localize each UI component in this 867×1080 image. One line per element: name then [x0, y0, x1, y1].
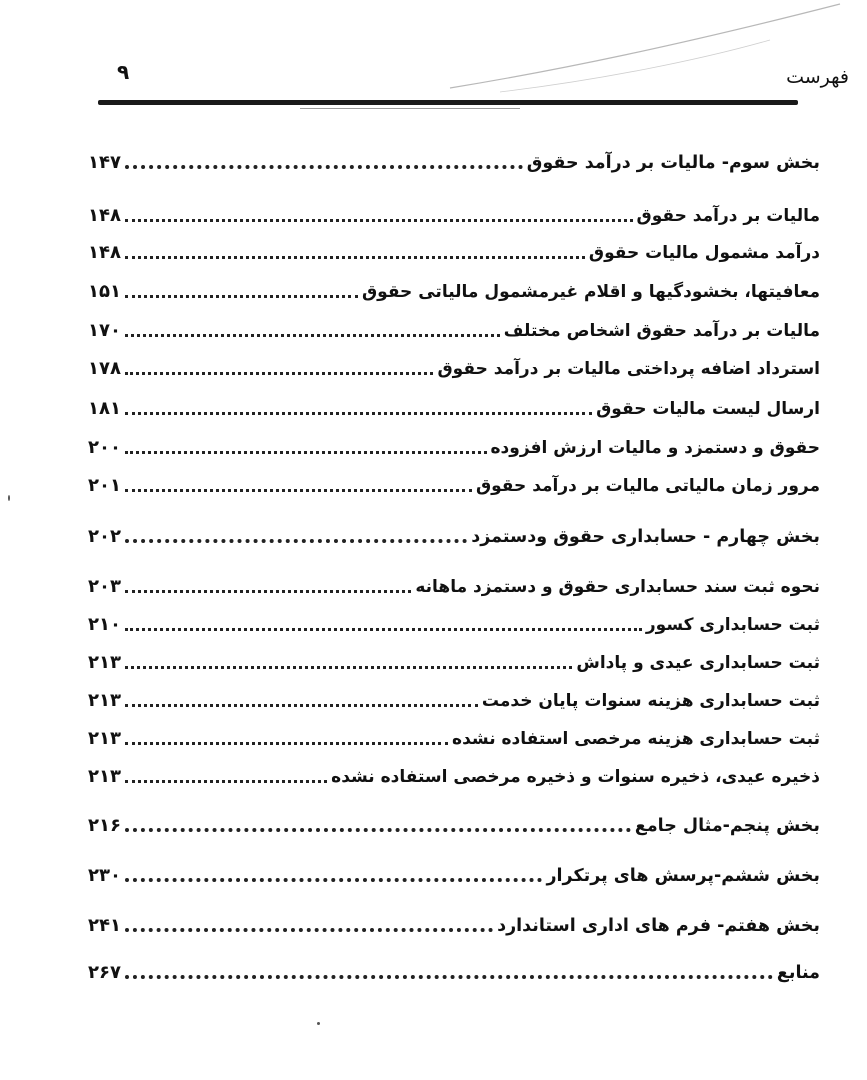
toc-entry[interactable] — [88, 235, 820, 265]
toc-leader-dots — [125, 165, 523, 169]
header-rule — [98, 100, 798, 105]
toc-entry-title: بخش سوم- مالیات بر درآمد حقوق — [526, 153, 820, 173]
toc-entry-title: استرداد اضافه پرداختی مالیات بر درآمد حقوق — [437, 359, 820, 379]
toc-entry[interactable] — [88, 858, 820, 888]
toc-entry-title: منابع — [776, 963, 820, 983]
toc-entry-title: بخش ششم-پرسش های پرتکرار — [546, 866, 820, 886]
toc-entry-title: مرور زمان مالیاتی مالیات بر درآمد حقوق — [475, 476, 820, 496]
toc-leader-dots — [125, 828, 631, 832]
toc-leader-dots — [125, 451, 487, 454]
toc-entry[interactable] — [88, 198, 820, 228]
toc-entry[interactable] — [88, 808, 820, 838]
toc-page-number: ۲۰۲ — [88, 526, 121, 547]
toc-page-number: ۲۱۳ — [88, 690, 121, 711]
toc-page-number: ۲۱۶ — [88, 815, 121, 836]
toc-page-number: ۲۰۱ — [88, 475, 121, 496]
toc-leader-dots — [125, 975, 773, 979]
toc-leader-dots — [125, 666, 572, 669]
toc-entry[interactable] — [88, 145, 820, 175]
toc-page-number: ۲۱۳ — [88, 766, 121, 787]
toc-leader-dots — [125, 256, 585, 259]
toc-leader-dots — [125, 704, 478, 707]
toc-entry[interactable] — [88, 391, 820, 421]
toc-leader-dots — [125, 878, 543, 882]
toc-entry-title: بخش هفتم- فرم های اداری استاندارد — [497, 916, 820, 936]
toc-page-number: ۲۳۰ — [88, 865, 121, 886]
toc-entry-title: ثبت حسابداری کسور — [645, 615, 820, 635]
toc-page-number: ۲۶۷ — [88, 962, 121, 983]
toc-entry[interactable] — [88, 468, 820, 498]
toc-entry[interactable] — [88, 645, 820, 675]
toc-leader-dots — [125, 489, 472, 492]
toc-entry-title: حقوق و دستمزد و مالیات ارزش افزوده — [490, 438, 820, 458]
toc-entry[interactable] — [88, 721, 820, 751]
toc-leader-dots — [125, 628, 642, 631]
header-title: فهرست — [786, 66, 849, 88]
toc-entry-title: ثبت حسابداری هزینه مرخصی استفاده نشده — [452, 729, 820, 749]
toc-leader-dots — [125, 539, 467, 543]
toc-page-number: ۱۷۰ — [88, 320, 121, 341]
toc-entry[interactable] — [88, 607, 820, 637]
toc-entry[interactable] — [88, 430, 820, 460]
toc-entry-title: نحوه ثبت سند حسابداری حقوق و دستمزد ماهانه — [415, 577, 820, 597]
toc-leader-dots — [125, 928, 493, 932]
toc-entry[interactable] — [88, 313, 820, 343]
toc-page-number: ۱۵۱ — [88, 281, 121, 302]
toc-entry-title: ذخیره عیدی، ذخیره سنوات و ذخیره مرخصی استفاده نشده — [331, 767, 820, 787]
toc-entry-title: معافیتها، بخشودگیها و اقلام غیرمشمول مالیاتی حقوق — [361, 282, 820, 302]
toc-page-number: ۱۷۸ — [88, 358, 121, 379]
toc-page-number: ۱۴۸ — [88, 242, 121, 263]
toc-page-number: ۲۰۳ — [88, 576, 121, 597]
toc-entry[interactable] — [88, 274, 820, 304]
toc-entry-title: ثبت حسابداری عیدی و پاداش — [576, 653, 820, 673]
toc-entry-title: مالیات بر درآمد حقوق اشخاص مختلف — [503, 321, 820, 341]
toc-leader-dots — [125, 590, 411, 593]
toc-page-number: ۲۱۳ — [88, 652, 121, 673]
toc-entry-title: بخش چهارم - حسابداری حقوق ودستمزد — [471, 527, 820, 547]
toc-page-number: ۲۱۰ — [88, 614, 121, 635]
toc-page-number: ۱۸۱ — [88, 398, 121, 419]
toc-entry[interactable] — [88, 683, 820, 713]
toc-leader-dots — [125, 412, 592, 415]
paper-speck — [8, 495, 10, 501]
toc-page-number: ۲۴۱ — [88, 915, 121, 936]
toc-leader-dots — [125, 334, 500, 337]
toc-page-number: ۱۴۷ — [88, 152, 121, 173]
toc-entry-title: درآمد مشمول مالیات حقوق — [588, 243, 820, 263]
toc-leader-dots — [125, 219, 633, 222]
toc-entry[interactable] — [88, 759, 820, 789]
paper-speck — [317, 1022, 320, 1025]
toc-leader-dots — [125, 742, 448, 745]
toc-entry[interactable] — [88, 569, 820, 599]
toc-leader-dots — [125, 780, 327, 783]
toc-page-number: ۱۴۸ — [88, 205, 121, 226]
toc-entry[interactable] — [88, 351, 820, 381]
toc-leader-dots — [125, 372, 434, 375]
toc-page-number: ۲۰۰ — [88, 437, 121, 458]
toc-entry-title: مالیات بر درآمد حقوق — [636, 206, 820, 226]
toc-leader-dots — [125, 295, 358, 298]
toc-entry-title: ارسال لیست مالیات حقوق — [596, 399, 820, 419]
toc-entry[interactable] — [88, 519, 820, 549]
page-number: ۹ — [117, 60, 130, 84]
header-rule-shadow — [300, 108, 520, 109]
toc-entry-title: ثبت حسابداری هزینه سنوات پایان خدمت — [481, 691, 820, 711]
toc-page-number: ۲۱۳ — [88, 728, 121, 749]
toc-entry[interactable] — [88, 908, 820, 938]
toc-entry[interactable] — [88, 955, 820, 985]
toc-entry-title: بخش پنجم-مثال جامع — [634, 816, 820, 836]
